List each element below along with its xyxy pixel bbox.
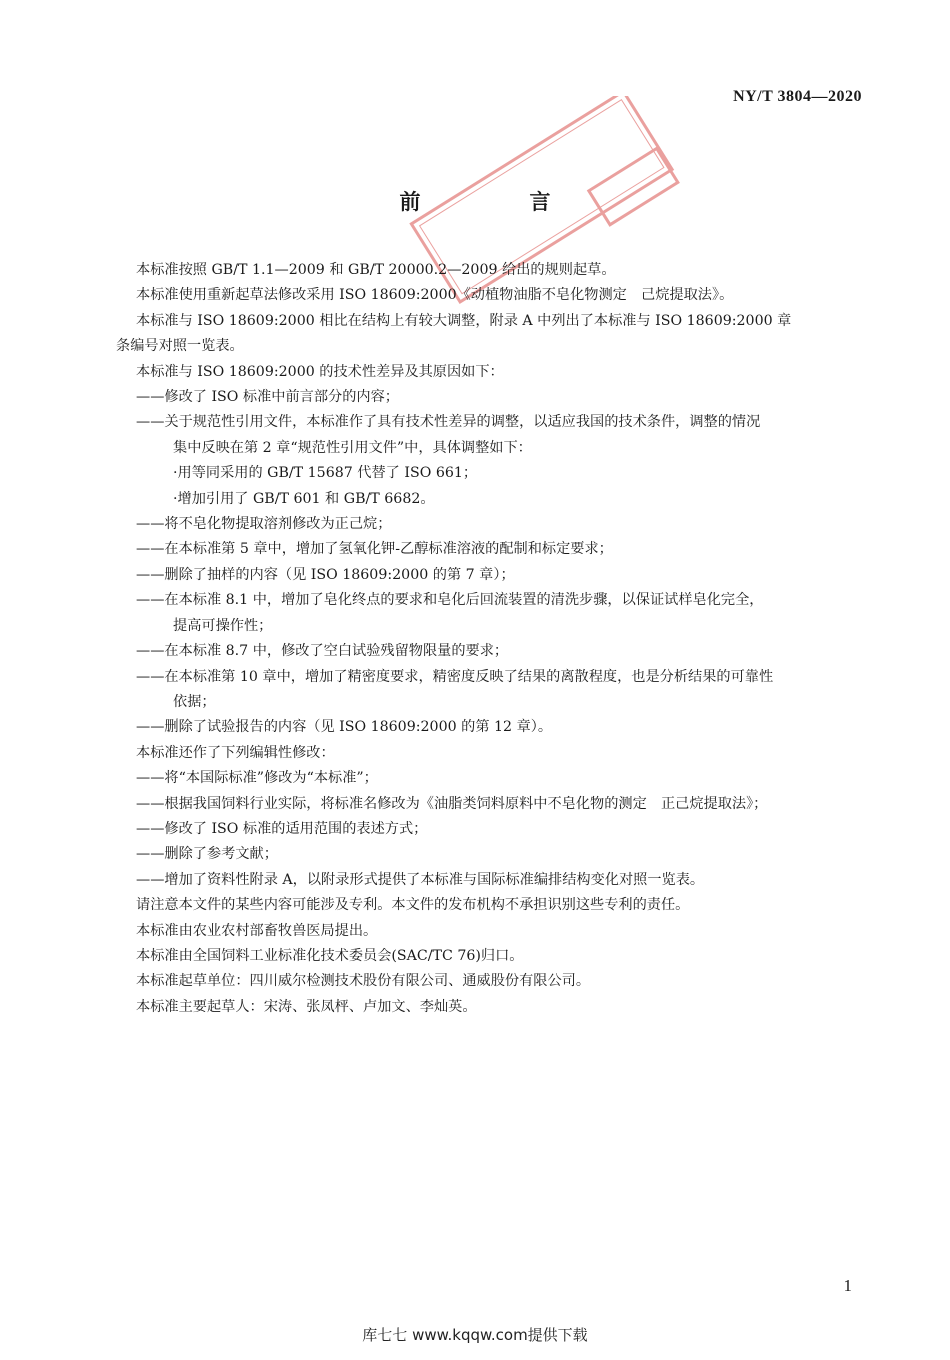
paragraph: 本标准还作了下列编辑性修改： (136, 744, 335, 761)
list-item: 提高可操作性； (173, 617, 273, 634)
page-number: 1 (843, 1276, 852, 1295)
list-item: ——修改了 ISO 标准的适用范围的表述方式； (136, 820, 428, 837)
list-item: ——修改了 ISO 标准中前言部分的内容； (136, 389, 399, 406)
list-item: 依据； (173, 693, 216, 710)
paragraph: 本标准与 ISO 18609:2000 的技术性差异及其原因如下： (136, 363, 504, 380)
list-item: ——在本标准 8.7 中，修改了空白试验残留物限量的要求； (136, 643, 509, 660)
list-item: ——删除了抽样的内容（见 ISO 18609:2000 的第 7 章）； (136, 566, 515, 583)
paragraph: 请注意本文件的某些内容可能涉及专利。本文件的发布机构不承担识别这些专利的责任。 (136, 897, 690, 914)
list-item: ——删除了试验报告的内容（见 ISO 18609:2000 的第 12 章）。 (136, 719, 553, 736)
list-item: ——在本标准 8.1 中，增加了皂化终点的要求和皂化后回流装置的清洗步骤，以保证试样皂化完全， (136, 592, 764, 609)
foreword-body (116, 258, 866, 1020)
list-item: ——增加了资料性附录 A，以附录形式提供了本标准与国际标准编排结构变化对照一览表。 (136, 871, 705, 888)
page-title: 前 言 (399, 190, 595, 214)
paragraph: 本标准与 ISO 18609:2000 相比在结构上有较大调整，附录 A 中列出了本标准与 ISO 18609:2000 章 (136, 312, 792, 329)
list-item: ——根据我国饲料行业实际，将标准名修改为《油脂类饲料原料中不皂化物的测定 正己烷提取法》； (136, 795, 768, 812)
list-item: ——删除了参考文献； (136, 846, 278, 863)
paragraph: 本标准主要起草人：宋涛、张凤枰、卢加文、李灿英。 (136, 998, 477, 1015)
list-item: ——关于规范性引用文件，本标准作了具有技术性差异的调整，以适应我国的技术条件，调整的情况 (136, 414, 761, 431)
paragraph: 本标准使用重新起草法修改采用 ISO 18609:2000《动植物油脂不皂化物测定 己烷提取法》。 (136, 287, 734, 304)
list-item: 集中反映在第 2 章“规范性引用文件”中，具体调整如下： (173, 439, 532, 456)
paragraph: 条编号对照一览表。 (116, 338, 244, 355)
sub-list-item: ·用等同采用的 GB/T 15687 代替了 ISO 661； (173, 465, 478, 482)
list-item: ——将“本国际标准”修改为“本标准”； (136, 770, 378, 787)
list-item: ——在本标准第 10 章中，增加了精密度要求，精密度反映了结果的离散程度，也是分析结果的可靠性 (136, 668, 774, 685)
paragraph: 本标准由全国饲料工业标准化技术委员会(SAC/TC 76)归口。 (136, 947, 524, 964)
paragraph: 本标准起草单位：四川威尔检测技术股份有限公司、通威股份有限公司。 (136, 973, 591, 990)
list-item: ——在本标准第 5 章中，增加了氢氧化钾-乙醇标准溶液的配制和标定要求； (136, 541, 613, 558)
standard-code: NY/T 3804—2020 (733, 88, 862, 105)
paragraph: 本标准按照 GB/T 1.1—2009 和 GB/T 20000.2—2009 给出的规则起草。 (136, 262, 616, 278)
paragraph: 本标准由农业农村部畜牧兽医局提出。 (136, 922, 378, 939)
sub-list-item: ·增加引用了 GB/T 601 和 GB/T 6682。 (173, 490, 435, 507)
list-item: ——将不皂化物提取溶剂修改为正己烷； (136, 516, 392, 533)
download-footer: 库七七 www.kqqw.com提供下载 (362, 1326, 588, 1344)
